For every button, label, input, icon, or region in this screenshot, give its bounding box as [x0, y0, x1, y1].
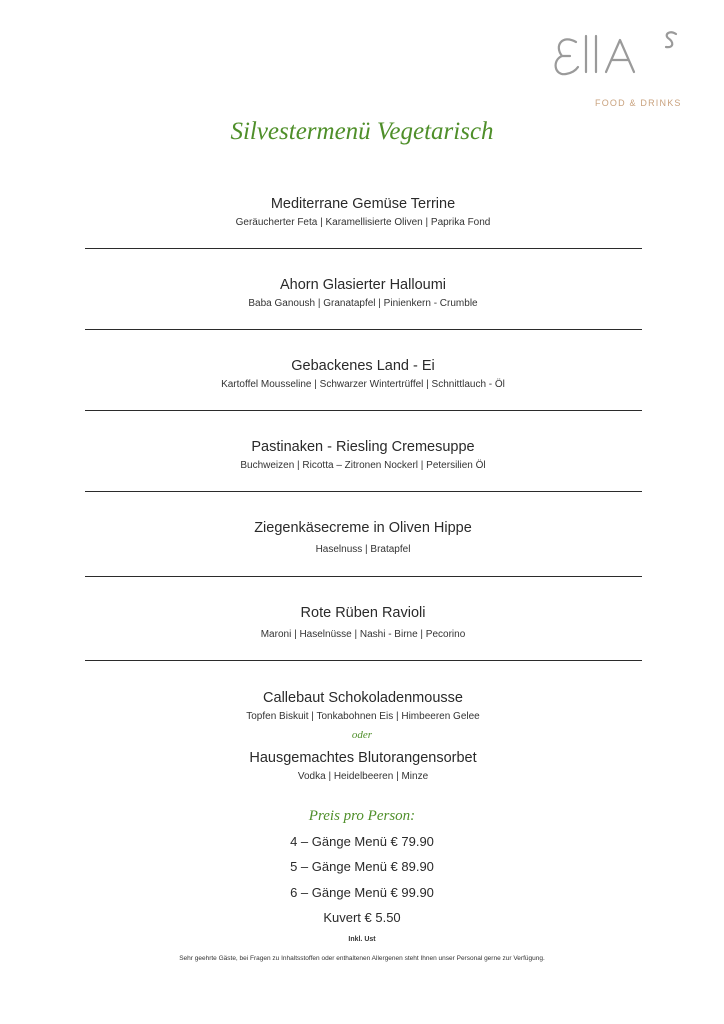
tax-note: Inkl. Ust [348, 936, 376, 943]
divider [85, 576, 642, 577]
dessert-option [85, 689, 641, 723]
ellas-logo [548, 26, 688, 116]
course-description: Geräucherter Feta | Karamellisierte Oliven | Paprika Fond [235, 217, 491, 228]
course-description: Topfen Biskuit | Tonkabohnen Eis | Himbeeren Gelee [246, 711, 480, 722]
course-item [85, 357, 641, 391]
course-description: Baba Ganoush | Granatapfel | Pinienkern - Crumble [248, 298, 478, 309]
course-name: Mediterrane Gemüse Terrine [270, 196, 456, 212]
course-description: Kartoffel Mousseline | Schwarzer Wintertrüffel | Schnittlauch - Öl [221, 379, 505, 390]
course-name: Pastinaken - Riesling Cremesuppe [251, 439, 475, 455]
price-line: Kuvert € 5.50 [323, 910, 401, 925]
price-line: 6 – Gänge Menü € 99.90 [290, 885, 434, 900]
course-item [85, 604, 641, 641]
divider [85, 660, 642, 661]
course-item [85, 519, 641, 556]
ellas-logo-mark [548, 26, 688, 98]
course-name: Ziegenkäsecreme in Oliven Hippe [254, 520, 472, 536]
logo-subtitle: FOOD & DRINKS [595, 98, 682, 108]
price-line: 4 – Gänge Menü € 79.90 [290, 834, 434, 849]
course-description: Vodka | Heidelbeeren | Minze [297, 771, 429, 782]
price-line: 5 – Gänge Menü € 89.90 [290, 859, 434, 874]
course-description: Buchweizen | Ricotta – Zitronen Nockerl | Petersilien Öl [240, 460, 486, 471]
divider [85, 491, 642, 492]
course-name: Rote Rüben Ravioli [300, 605, 426, 621]
course-name: Hausgemachtes Blutorangensorbet [249, 750, 477, 766]
course-item [85, 438, 641, 472]
oder-label: oder [351, 729, 373, 741]
price-heading: Preis pro Person: [308, 808, 416, 824]
course-description: Haselnuss | Bratapfel [315, 544, 411, 555]
allergen-footer: Sehr geehrte Gäste, bei Fragen zu Inhaltsstoffen oder enthaltenen Allergenen steht Ihnen unser Personal gerne zur Verfügung. [179, 955, 545, 962]
course-name: Callebaut Schokoladenmousse [263, 690, 463, 706]
course-item [85, 195, 641, 229]
divider [85, 329, 642, 330]
dessert-option [85, 749, 641, 783]
course-name: Ahorn Glasierter Halloumi [279, 277, 446, 293]
course-description: Maroni | Haselnüsse | Nashi - Birne | Pecorino [260, 629, 466, 640]
course-name: Gebackenes Land - Ei [291, 358, 435, 374]
divider [85, 248, 642, 249]
menu-title: Silvestermenü Vegetarisch [230, 118, 494, 145]
divider [85, 410, 642, 411]
course-item [85, 276, 641, 310]
